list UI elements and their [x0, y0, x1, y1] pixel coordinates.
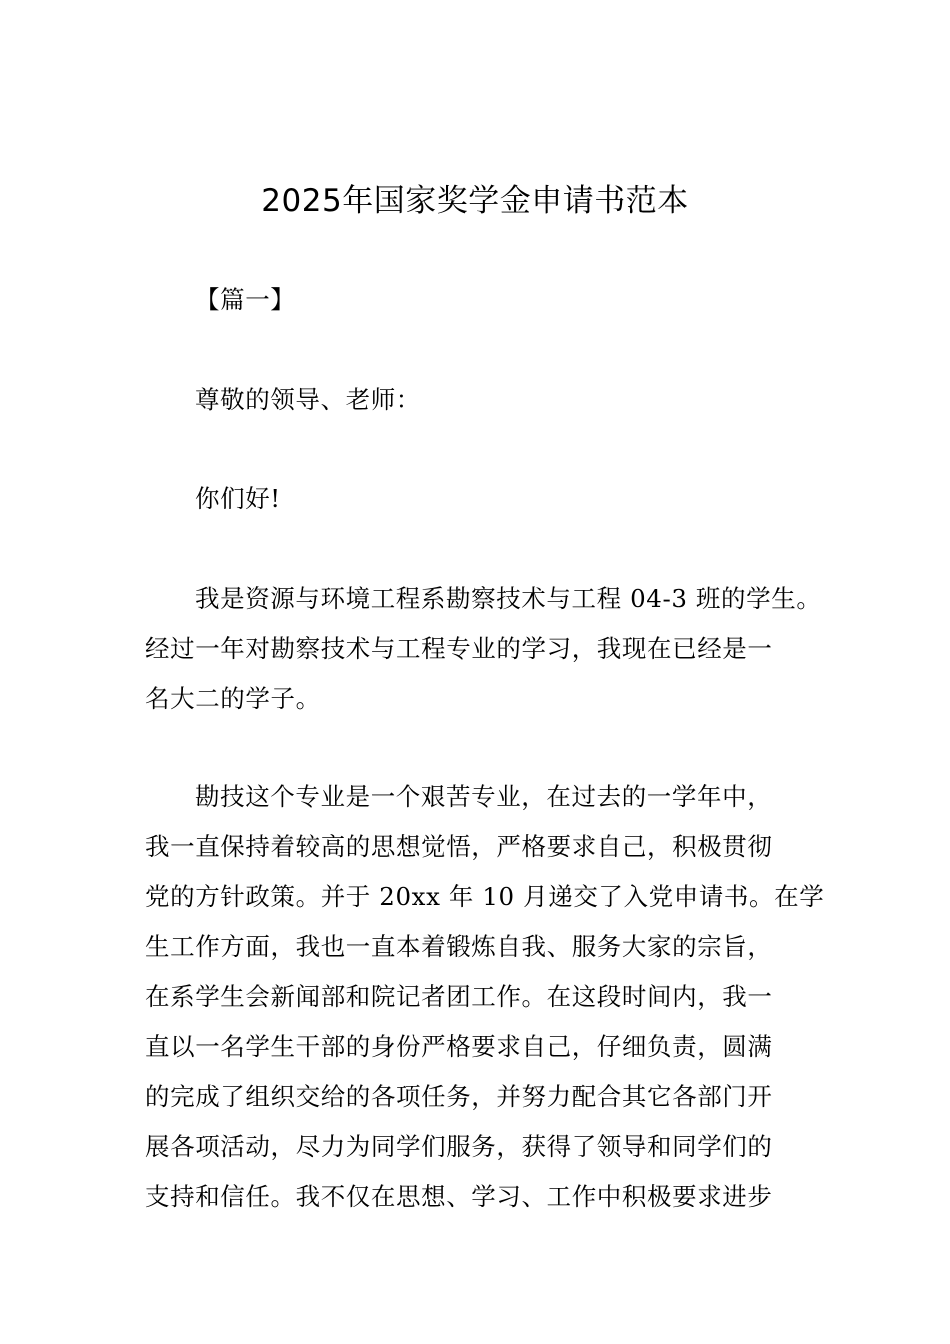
paragraph2-line: 直以一名学生干部的身份严格要求自己，仔细负责，圆满	[145, 1032, 773, 1061]
paragraph2-line: 勘技这个专业是一个艰苦专业，在过去的一学年中，	[195, 782, 773, 811]
paragraph2-line: 在系学生会新闻部和院记者团工作。在这段时间内，我一	[145, 982, 773, 1011]
paragraph2-line: 的完成了组织交给的各项任务，并努力配合其它各部门开	[145, 1082, 773, 1111]
paragraph1-line: 我是资源与环境工程系勘察技术与工程 04-3 班的学生。	[195, 584, 822, 613]
paragraph1-line: 名大二的学子。	[145, 684, 321, 713]
section-label: 【篇一】	[195, 285, 296, 314]
greeting: 你们好!	[195, 484, 281, 513]
document-title: 2025年国家奖学金申请书范本	[261, 183, 689, 219]
paragraph2-line: 我一直保持着较高的思想觉悟，严格要求自己，积极贯彻	[145, 832, 773, 861]
paragraph2-line: 党的方针政策。并于 20xx 年 10 月递交了入党申请书。在学	[145, 882, 825, 911]
paragraph2-line: 生工作方面，我也一直本着锻炼自我、服务大家的宗旨，	[145, 932, 773, 961]
paragraph2-line: 支持和信任。我不仅在思想、学习、工作中积极要求进步	[145, 1182, 773, 1211]
paragraph1-line: 经过一年对勘察技术与工程专业的学习，我现在已经是一	[145, 634, 773, 663]
salutation: 尊敬的领导、老师：	[195, 385, 421, 414]
paragraph2-line: 展各项活动，尽力为同学们服务，获得了领导和同学们的	[145, 1132, 773, 1161]
